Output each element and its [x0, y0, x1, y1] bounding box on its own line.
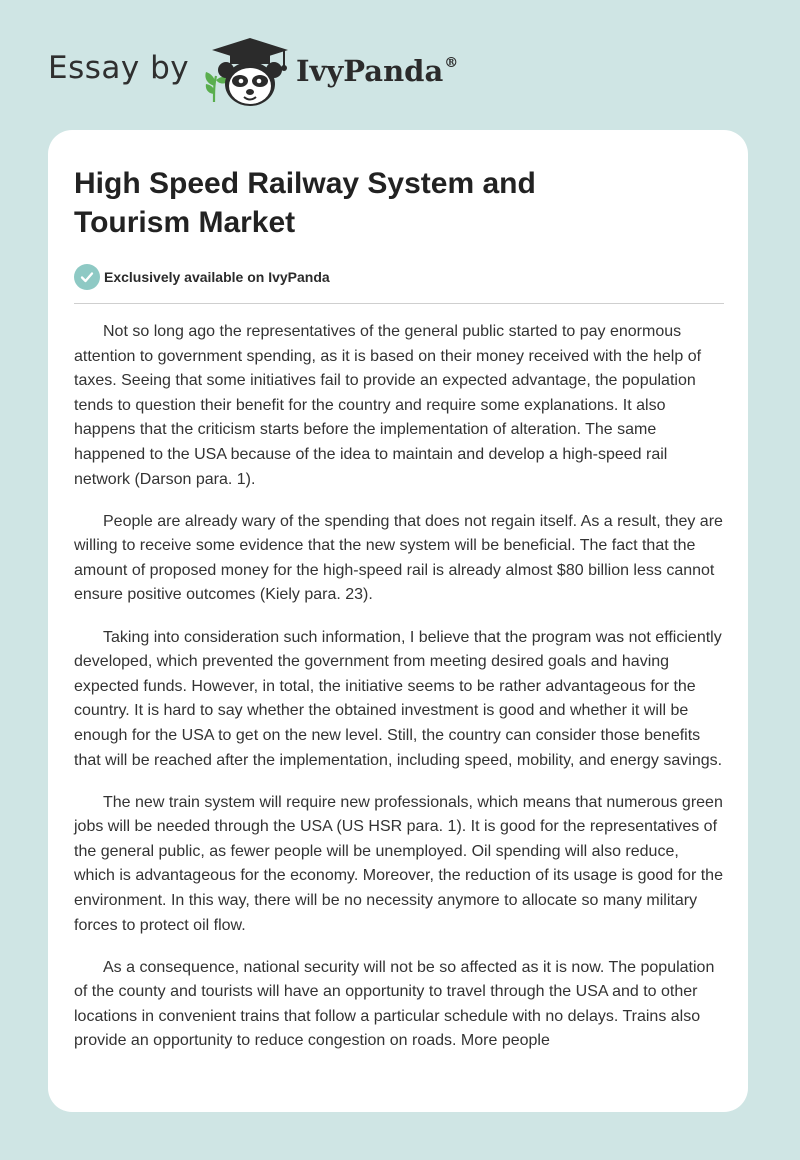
paragraph: Not so long ago the representatives of the general public started to pay enormous attention to government spending, as it is based on their money received with the help of taxes. Seeing that some initiatives fail to provide an expected advantage, the population tends to question their benefit for the country and require some explanations. It also happens that the criticism starts before the implementation of alteration. The same happened to the USA because of the idea to maintain and develop a high-speed rail network (Darson para. 1). — [74, 323, 702, 488]
exclusive-badge — [74, 264, 330, 290]
essay-body — [74, 320, 724, 1072]
paragraph: The new train system will require new professionals, which means that numerous green jobs will be needed through the USA (US HSR para. 1). It is good for the representatives of the general public, as fewer people will be unemployed. Oil spending will also reduce, which is advantageous for the economy. Moreover, the reduction of its usage is good for the environment. In this way, there will be no necessity anymore to allocate so many military forces to protect oil flow. — [74, 793, 723, 934]
essay-by-label: Essay by — [48, 50, 190, 86]
exclusive-badge-label: Exclusively available on IvyPanda — [104, 269, 330, 285]
brand-name[interactable]: IvyPanda® — [296, 54, 459, 88]
paragraph: Taking into consideration such information, I believe that the program was not efficiently developed, which prevented the government from meeting desired goals and having expected funds. However, in total, the initiative seems to be rather advantageous for the country. It is hard to say whether the obtained investment is good and whether it will be enough for the USA to get on the new level. Still, the country can consider those benefits that will be reached after the implementation, including speed, mobility, and energy savings. — [74, 628, 723, 769]
paragraph: As a consequence, national security will not be so affected as it is now. The population of the county and tourists will have an opportunity to travel through the USA and to other locations in convenient trains that follow a particular schedule with no delays. Trains also provide an opportunity to reduce congestion on roads. More people — [74, 958, 715, 1050]
site-header — [0, 0, 800, 130]
page-title: High Speed Railway System and Tourism Market — [74, 167, 536, 239]
essay-card — [48, 130, 748, 1112]
check-icon — [74, 264, 100, 290]
panda-graduate-icon[interactable] — [200, 36, 292, 108]
registered-mark: ® — [444, 55, 459, 71]
paragraph: People are already wary of the spending that does not regain itself. As a result, they are willing to receive some evidence that the new system will be beneficial. The fact that the amount of proposed money for the high-speed rail is already almost $80 billion less cannot ensure positive outcomes (Kiely para. 23). — [74, 512, 723, 604]
title-divider — [74, 303, 724, 304]
